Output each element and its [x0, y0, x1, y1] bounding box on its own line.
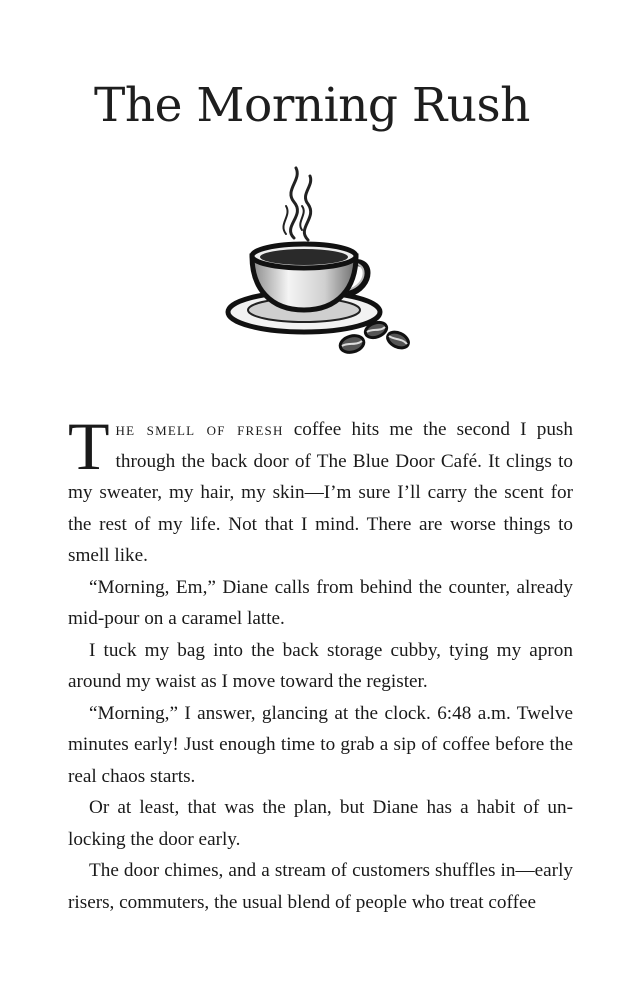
steam-icon	[283, 168, 310, 240]
paragraph-6: The door chimes, and a stream of customers shuffles in—early risers, commuters, the usual blend of people who treat coffee	[68, 860, 573, 913]
coffee-cup-icon	[222, 160, 412, 360]
drop-cap: T	[68, 408, 110, 484]
paragraph-4: “Morning,” I answer, glancing at the clock. 6:48 a.m. Twelve minutes early! Just enough time to grab a sip of coffee before the real chaos starts.	[68, 702, 573, 787]
paragraph-2: “Morning, Em,” Diane calls from behind the counter, already mid-pour on a caramel latte.	[68, 576, 573, 629]
lead-in: he smell of fresh	[115, 419, 284, 440]
chapter-title: The Morning Rush	[94, 78, 530, 133]
paragraph-1	[68, 408, 573, 572]
paragraph-1-text: coffee hits me the second I push through the back door of The Blue Door Café. It clings to my sweater, my hair, my skin—I’m sure I’ll carry the scent for the rest of my life. Not that I mind. There are worse things to smell like.	[68, 419, 573, 566]
chapter-body	[68, 408, 573, 918]
paragraph-3: I tuck my bag into the back storage cubby, tying my apron around my waist as I move toward the register.	[68, 639, 573, 692]
paragraph-5: Or at least, that was the plan, but Diane has a habit of unlocking the door early.	[68, 797, 573, 850]
